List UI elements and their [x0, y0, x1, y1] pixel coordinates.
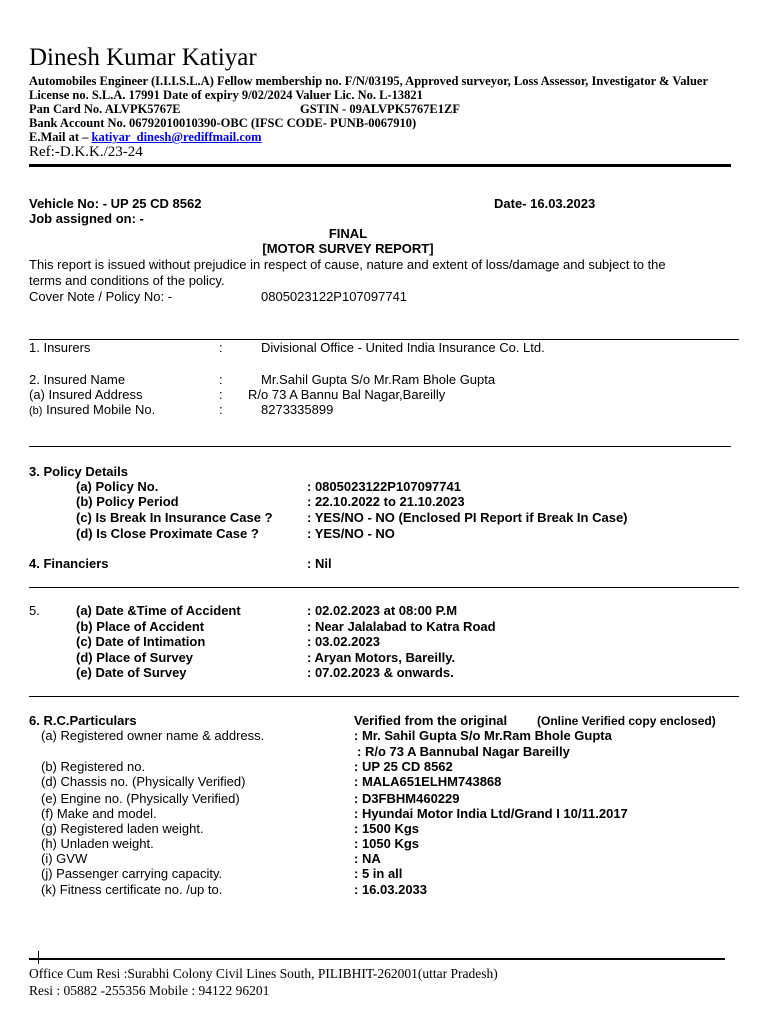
insured-mobile-colon: : — [219, 402, 223, 417]
rc-owner-address: : R/o 73 A Bannubal Nagar Bareilly — [357, 744, 570, 759]
insured-name-value: Mr.Sahil Gupta S/o Mr.Ram Bhole Gupta — [261, 372, 496, 387]
letterhead-bank: Bank Account No. 06792010010390-OBC (IFSC CODE- PUNB-0067910) — [29, 116, 417, 130]
insured-mobile-label: Insured Mobile No. — [46, 402, 156, 417]
rc-row-label: (k) Fitness certificate no. /up to. — [41, 882, 223, 897]
insured-address-label: (a) Insured Address — [29, 387, 143, 402]
policy-row-label: (a) Policy No. — [76, 479, 159, 494]
insured-address-value: R/o 73 A Bannu Bal Nagar,Bareilly — [248, 387, 446, 402]
rc-online-note: (Online Verified copy enclosed) — [537, 714, 716, 728]
insurers-value: Divisional Office - United India Insurance Co. Ltd. — [261, 340, 545, 355]
policy-row-label: (d) Is Close Proximate Case ? — [76, 526, 259, 541]
accident-row-value: : 02.02.2023 at 08:00 P.M — [307, 603, 458, 618]
financiers-value: : Nil — [307, 556, 332, 571]
policy-row-value: : 22.10.2022 to 21.10.2023 — [307, 494, 465, 509]
header-divider — [29, 164, 731, 167]
letterhead-email-row — [29, 130, 262, 145]
accident-row-value: : Aryan Motors, Bareilly. — [307, 650, 456, 665]
rc-row-value: : NA — [354, 851, 381, 866]
rc-row-label: (e) Engine no. (Physically Verified) — [41, 791, 240, 806]
disclaimer-line-1: This report is issued without prejudice in respect of cause, nature and extent of loss/damage and subject to the — [29, 257, 666, 272]
rc-row-label: (i) GVW — [41, 851, 88, 866]
financiers-label: 4. Financiers — [29, 556, 109, 571]
rc-row-value: : 5 in all — [354, 866, 403, 881]
rc-row-label: (d) Chassis no. (Physically Verified) — [41, 774, 246, 789]
policy-row-label: (c) Is Break In Insurance Case ? — [76, 510, 273, 525]
rc-row-value: : Hyundai Motor India Ltd/Grand I 10/11.2017 — [354, 806, 628, 821]
section-divider — [29, 587, 739, 588]
cover-note-value: 0805023122P107097741 — [261, 289, 408, 304]
rc-row-value: : 1500 Kgs — [354, 821, 420, 836]
rc-row-label: (f) Make and model. — [41, 806, 157, 821]
accident-section-number: 5. — [29, 603, 40, 618]
rc-row-value: : MALA651ELHM743868 — [354, 774, 502, 789]
email-prefix: E.Mail at – — [29, 130, 89, 144]
letterhead-credentials: Automobiles Engineer (I.I.I.S.L.A) Fellow membership no. F/N/03195, Approved surveyor, Loss Assessor, Investigator & Valuer — [29, 74, 708, 88]
rc-heading: 6. R.C.Particulars — [29, 713, 137, 728]
section-divider — [29, 696, 739, 697]
insurers-label: 1. Insurers — [29, 340, 91, 355]
rc-verified-label: Verified from the original — [354, 713, 508, 728]
policy-row-label: (b) Policy Period — [76, 494, 179, 509]
reference-number: Ref:-D.K.K./23-24 — [29, 144, 143, 160]
rc-row-value: : UP 25 CD 8562 — [354, 759, 453, 774]
rc-row-label: (j) Passenger carrying capacity. — [41, 866, 223, 881]
insured-mobile-value: 8273335899 — [261, 402, 334, 417]
accident-row-value: : Near Jalalabad to Katra Road — [307, 619, 496, 634]
section-divider — [29, 446, 731, 447]
letterhead-name: Dinesh Kumar Katiyar — [29, 44, 257, 71]
job-assigned: Job assigned on: - — [29, 211, 144, 226]
accident-row-label: (a) Date &Time of Accident — [76, 603, 241, 618]
cover-note-label: Cover Note / Policy No: - — [29, 289, 173, 304]
insured-name-colon: : — [219, 372, 223, 387]
report-date: Date- 16.03.2023 — [494, 196, 596, 211]
rc-owner-value: : Mr. Sahil Gupta S/o Mr.Ram Bhole Gupta — [354, 728, 612, 743]
policy-row-value: : 0805023122P107097741 — [307, 479, 461, 494]
rc-row-value: : 1050 Kgs — [354, 836, 420, 851]
accident-row-value: : 03.02.2023 — [307, 634, 381, 649]
rc-owner-label: (a) Registered owner name & address. — [41, 728, 265, 743]
letterhead-gstin: GSTIN - 09ALVPK5767E1ZF — [300, 102, 460, 116]
report-title: [MOTOR SURVEY REPORT] — [262, 241, 434, 256]
insured-mobile-label-row — [29, 402, 155, 417]
accident-row-value: : 07.02.2023 & onwards. — [307, 665, 454, 680]
footer-tick-mark — [38, 951, 39, 964]
rc-row-label: (g) Registered laden weight. — [41, 821, 204, 836]
footer-divider — [29, 958, 725, 960]
letterhead-license: License no. S.L.A. 17991 Date of expiry 9/02/2024 Valuer Lic. No. L-13821 — [29, 88, 423, 102]
insured-name-label: 2. Insured Name — [29, 372, 126, 387]
rc-row-value: : D3FBHM460229 — [354, 791, 460, 806]
letterhead-pan: Pan Card No. ALVPK5767E — [29, 102, 181, 116]
email-link[interactable]: katiyar_dinesh@rediffmail.com — [91, 130, 262, 144]
disclaimer-line-2: terms and conditions of the policy. — [29, 273, 225, 288]
rc-row-value: : 16.03.2033 — [354, 882, 428, 897]
policy-row-value: : YES/NO - NO — [307, 526, 395, 541]
policy-heading: 3. Policy Details — [29, 464, 128, 479]
insured-address-colon: : — [219, 387, 223, 402]
accident-row-label: (e) Date of Survey — [76, 665, 187, 680]
vehicle-number: Vehicle No: - UP 25 CD 8562 — [29, 196, 202, 211]
footer-address: Office Cum Resi :Surabhi Colony Civil Lines South, PILIBHIT-262001(uttar Pradesh) — [29, 966, 498, 981]
footer-contact: Resi : 05882 -255356 Mobile : 94122 96201 — [29, 983, 270, 998]
accident-row-label: (b) Place of Accident — [76, 619, 205, 634]
report-final-label: FINAL — [328, 226, 368, 241]
insured-mobile-prefix: (b) — [29, 405, 43, 417]
rc-row-label: (b) Registered no. — [41, 759, 146, 774]
rc-row-label: (h) Unladen weight. — [41, 836, 154, 851]
insurers-colon: : — [219, 340, 223, 355]
accident-row-label: (c) Date of Intimation — [76, 634, 206, 649]
accident-row-label: (d) Place of Survey — [76, 650, 194, 665]
policy-row-value: : YES/NO - NO (Enclosed PI Report if Break In Case) — [307, 510, 628, 525]
